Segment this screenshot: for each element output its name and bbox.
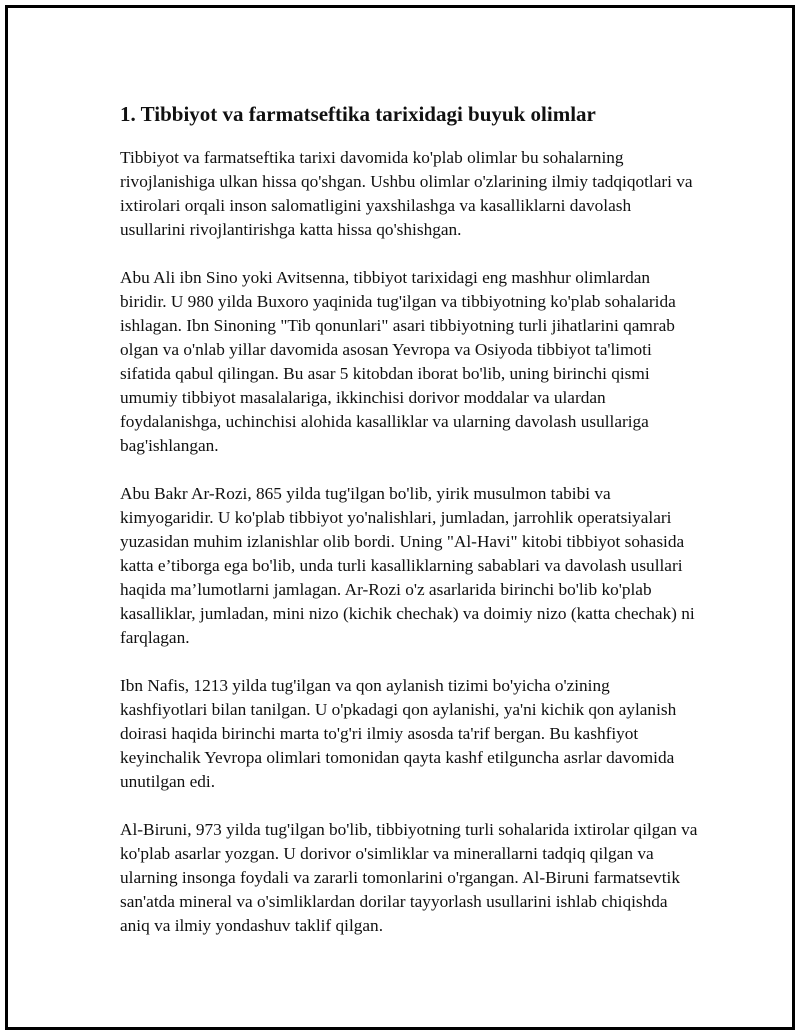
page-title: 1. Tibbiyot va farmatseftika tarixidagi buyuk olimlar: [120, 102, 596, 126]
paragraph-ar-rozi: Abu Bakr Ar-Rozi, 865 yilda tug'ilgan bo'lib, yirik musulmon tabibi va kimyogaridir. U ko'plab tibbiyot yo'nalishlari, jumladan, jarrohlik operatsiyalari yuzasidan muhim izlanishlar olib bordi. Uning "Al-Havi" kitobi tibbiyot sohasida katta e’tiborga ega bo'lib, unda turli kasalliklarning sabablari va davolash usullari haqida ma’lumotlarni jamlagan. Ar-Rozi o'z asarlarida birinchi bo'lib ko'plab kasalliklar, jumladan, mini nizo (kichik chechak) va doimiy nizo (katta chechak) ni farqlagan.: [120, 484, 695, 647]
paragraph-ibn-sino: Abu Ali ibn Sino yoki Avitsenna, tibbiyot tarixidagi eng mashhur olimlardan biridir. U 980 yilda Buxoro yaqinida tug'ilgan va tibbiyotning ko'plab sohalarida ishlagan. Ibn Sinoning "Tib qonunlari" asari tibbiyotning turli jihatlarini qamrab olgan va o'nlab yillar davomida asosan Yevropa va Osiyoda tibbiyot ta'limoti sifatida qabul qilingan. Bu asar 5 kitobdan iborat bo'lib, uning birinchi qismi umumiy tibbiyot masalalariga, ikkinchisi dorivor moddalar va ulardan foydalanishga, uchinchisi alohida kasalliklar va ularning davolash usullariga bag'ishlangan.: [120, 268, 676, 455]
paragraph-al-biruni: Al-Biruni, 973 yilda tug'ilgan bo'lib, tibbiyotning turli sohalarida ixtirolar qilgan va ko'plab asarlar yozgan. U dorivor o'simliklar va minerallarni tadqiq qilgan va ularning insonga foydali va zararli tomonlarini o'rgangan. Al-Biruni farmatsevtik san'atda mineral va o'simliklardan dorilar tayyorlash usullarini ishlab chiqishda aniq va ilmiy yondashuv taklif qilgan.: [120, 820, 698, 935]
document-body: [120, 100, 700, 962]
paragraph-intro: Tibbiyot va farmatseftika tarixi davomida ko'plab olimlar bu sohalarning rivojlanishiga ulkan hissa qo'shgan. Ushbu olimlar o'zlarining ilmiy tadqiqotlari va ixtirolari orqali inson salomatligini yaxshilashga va kasalliklarni davolash usullarini rivojlantirishga katta hissa qo'shishgan.: [120, 148, 693, 239]
paragraph-ibn-nafis: Ibn Nafis, 1213 yilda tug'ilgan va qon aylanish tizimi bo'yicha o'zining kashfiyotlari bilan tanilgan. U o'pkadagi qon aylanishi, ya'ni kichik qon aylanish doirasi haqida birinchi marta to'g'ri ilmiy asosda ta'rif bergan. Bu kashfiyot keyinchalik Yevropa olimlari tomonidan qayta kashf etilguncha asrlar davomida unutilgan edi.: [120, 676, 677, 791]
page-frame: [5, 5, 795, 1030]
